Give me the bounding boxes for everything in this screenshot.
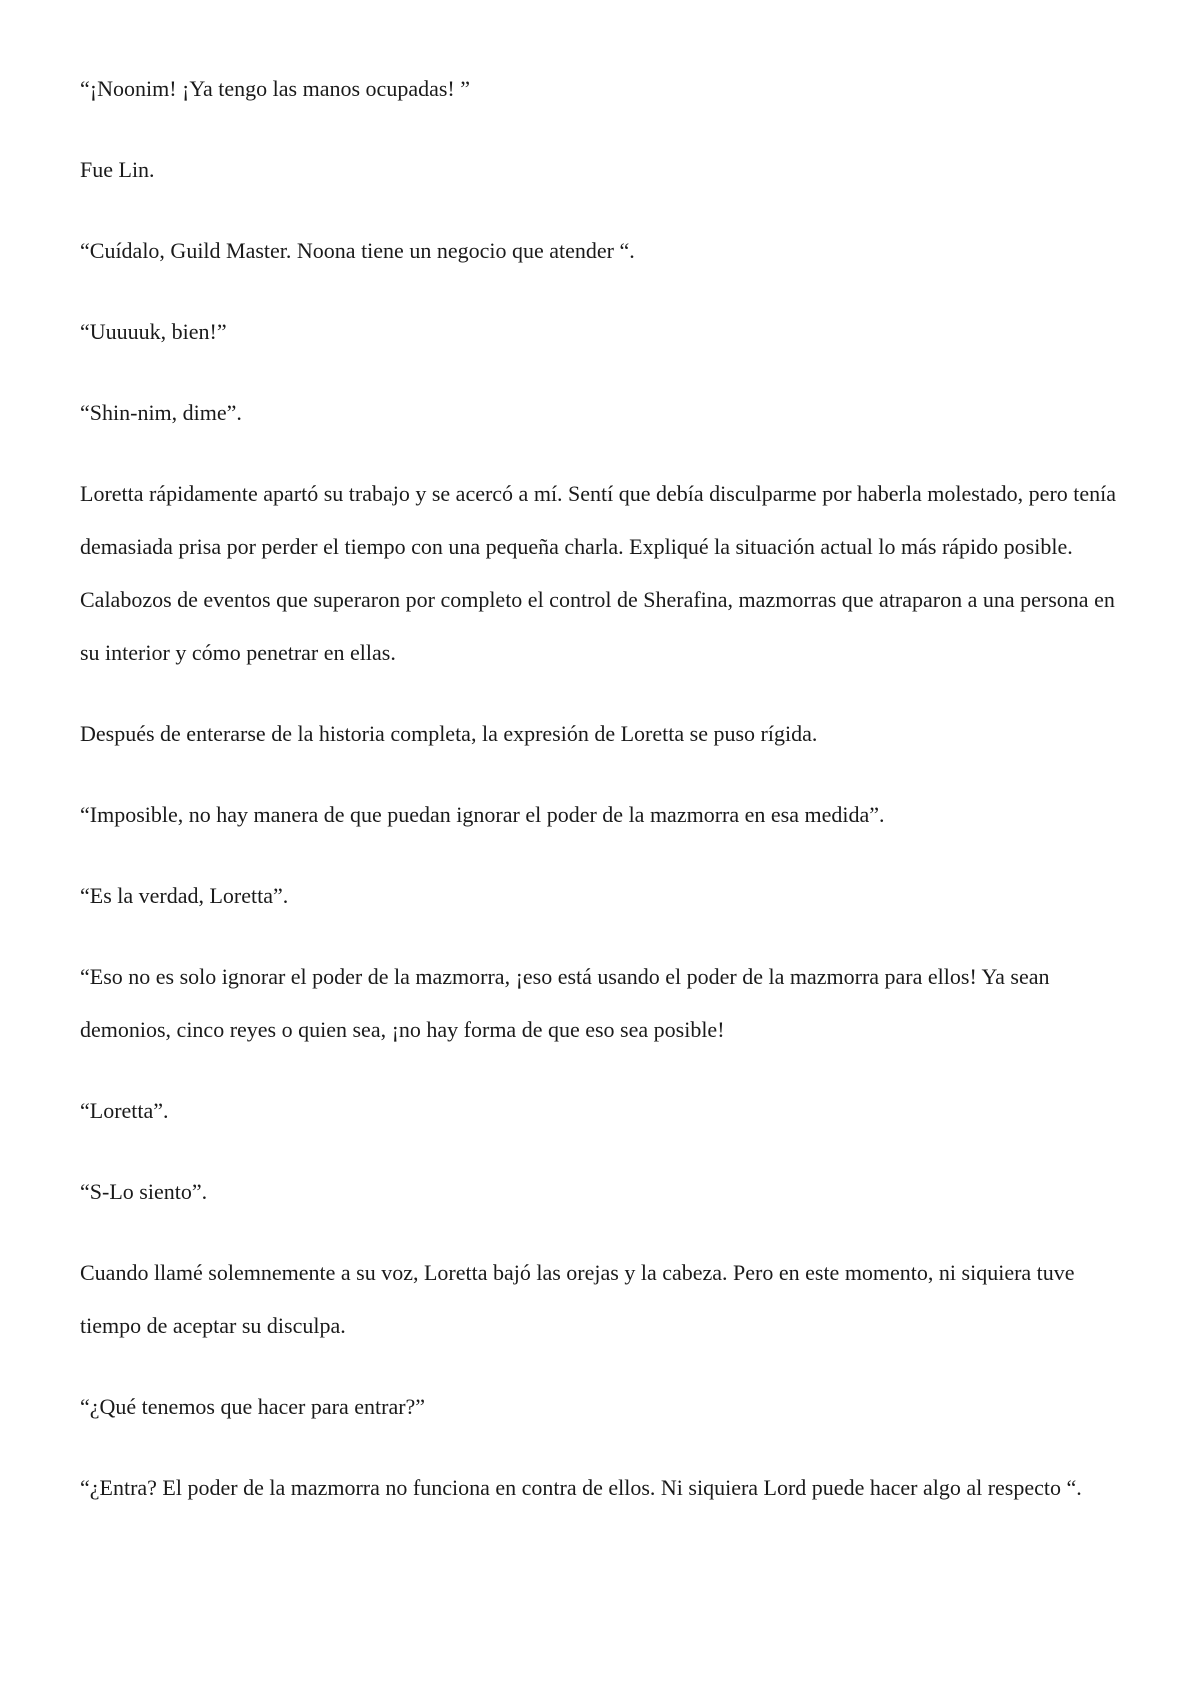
paragraph-14: “¿Qué tenemos que hacer para entrar?” xyxy=(80,1394,426,1419)
paragraph-10: “Eso no es solo ignorar el poder de la mazmorra, ¡eso está usando el poder de la mazmorra para ellos! Ya sean demonios, cinco reyes o quien sea, ¡no hay forma de que eso sea posible! xyxy=(80,964,1050,1042)
paragraph-8: “Imposible, no hay manera de que puedan ignorar el poder de la mazmorra en esa medida”. xyxy=(80,802,885,827)
paragraph-3: “Cuídalo, Guild Master. Noona tiene un negocio que atender “. xyxy=(80,238,635,263)
document-page xyxy=(80,62,1125,1542)
paragraph-1: “¡Noonim! ¡Ya tengo las manos ocupadas! ” xyxy=(80,76,471,101)
paragraph-15: “¿Entra? El poder de la mazmorra no funciona en contra de ellos. Ni siquiera Lord puede hacer algo al respecto “. xyxy=(80,1475,1082,1500)
paragraph-12: “S-Lo siento”. xyxy=(80,1179,208,1204)
paragraph-11: “Loretta”. xyxy=(80,1098,169,1123)
paragraph-13: Cuando llamé solemnemente a su voz, Loretta bajó las orejas y la cabeza. Pero en este momento, ni siquiera tuve tiempo de aceptar su disculpa. xyxy=(80,1260,1075,1338)
paragraph-4: “Uuuuuk, bien!” xyxy=(80,319,227,344)
paragraph-2: Fue Lin. xyxy=(80,157,155,182)
paragraph-6: Loretta rápidamente apartó su trabajo y se acercó a mí. Sentí que debía disculparme por haberla molestado, pero tenía demasiada prisa por perder el tiempo con una pequeña charla. Expliqué la situación actual lo más rápido posible. Calabozos de eventos que superaron por completo el control de Sherafina, mazmorras que atraparon a una persona en su interior y cómo penetrar en ellas. xyxy=(80,481,1117,665)
paragraph-7: Después de enterarse de la historia completa, la expresión de Loretta se puso rígida. xyxy=(80,721,818,746)
paragraph-5: “Shin-nim, dime”. xyxy=(80,400,242,425)
paragraph-9: “Es la verdad, Loretta”. xyxy=(80,883,289,908)
